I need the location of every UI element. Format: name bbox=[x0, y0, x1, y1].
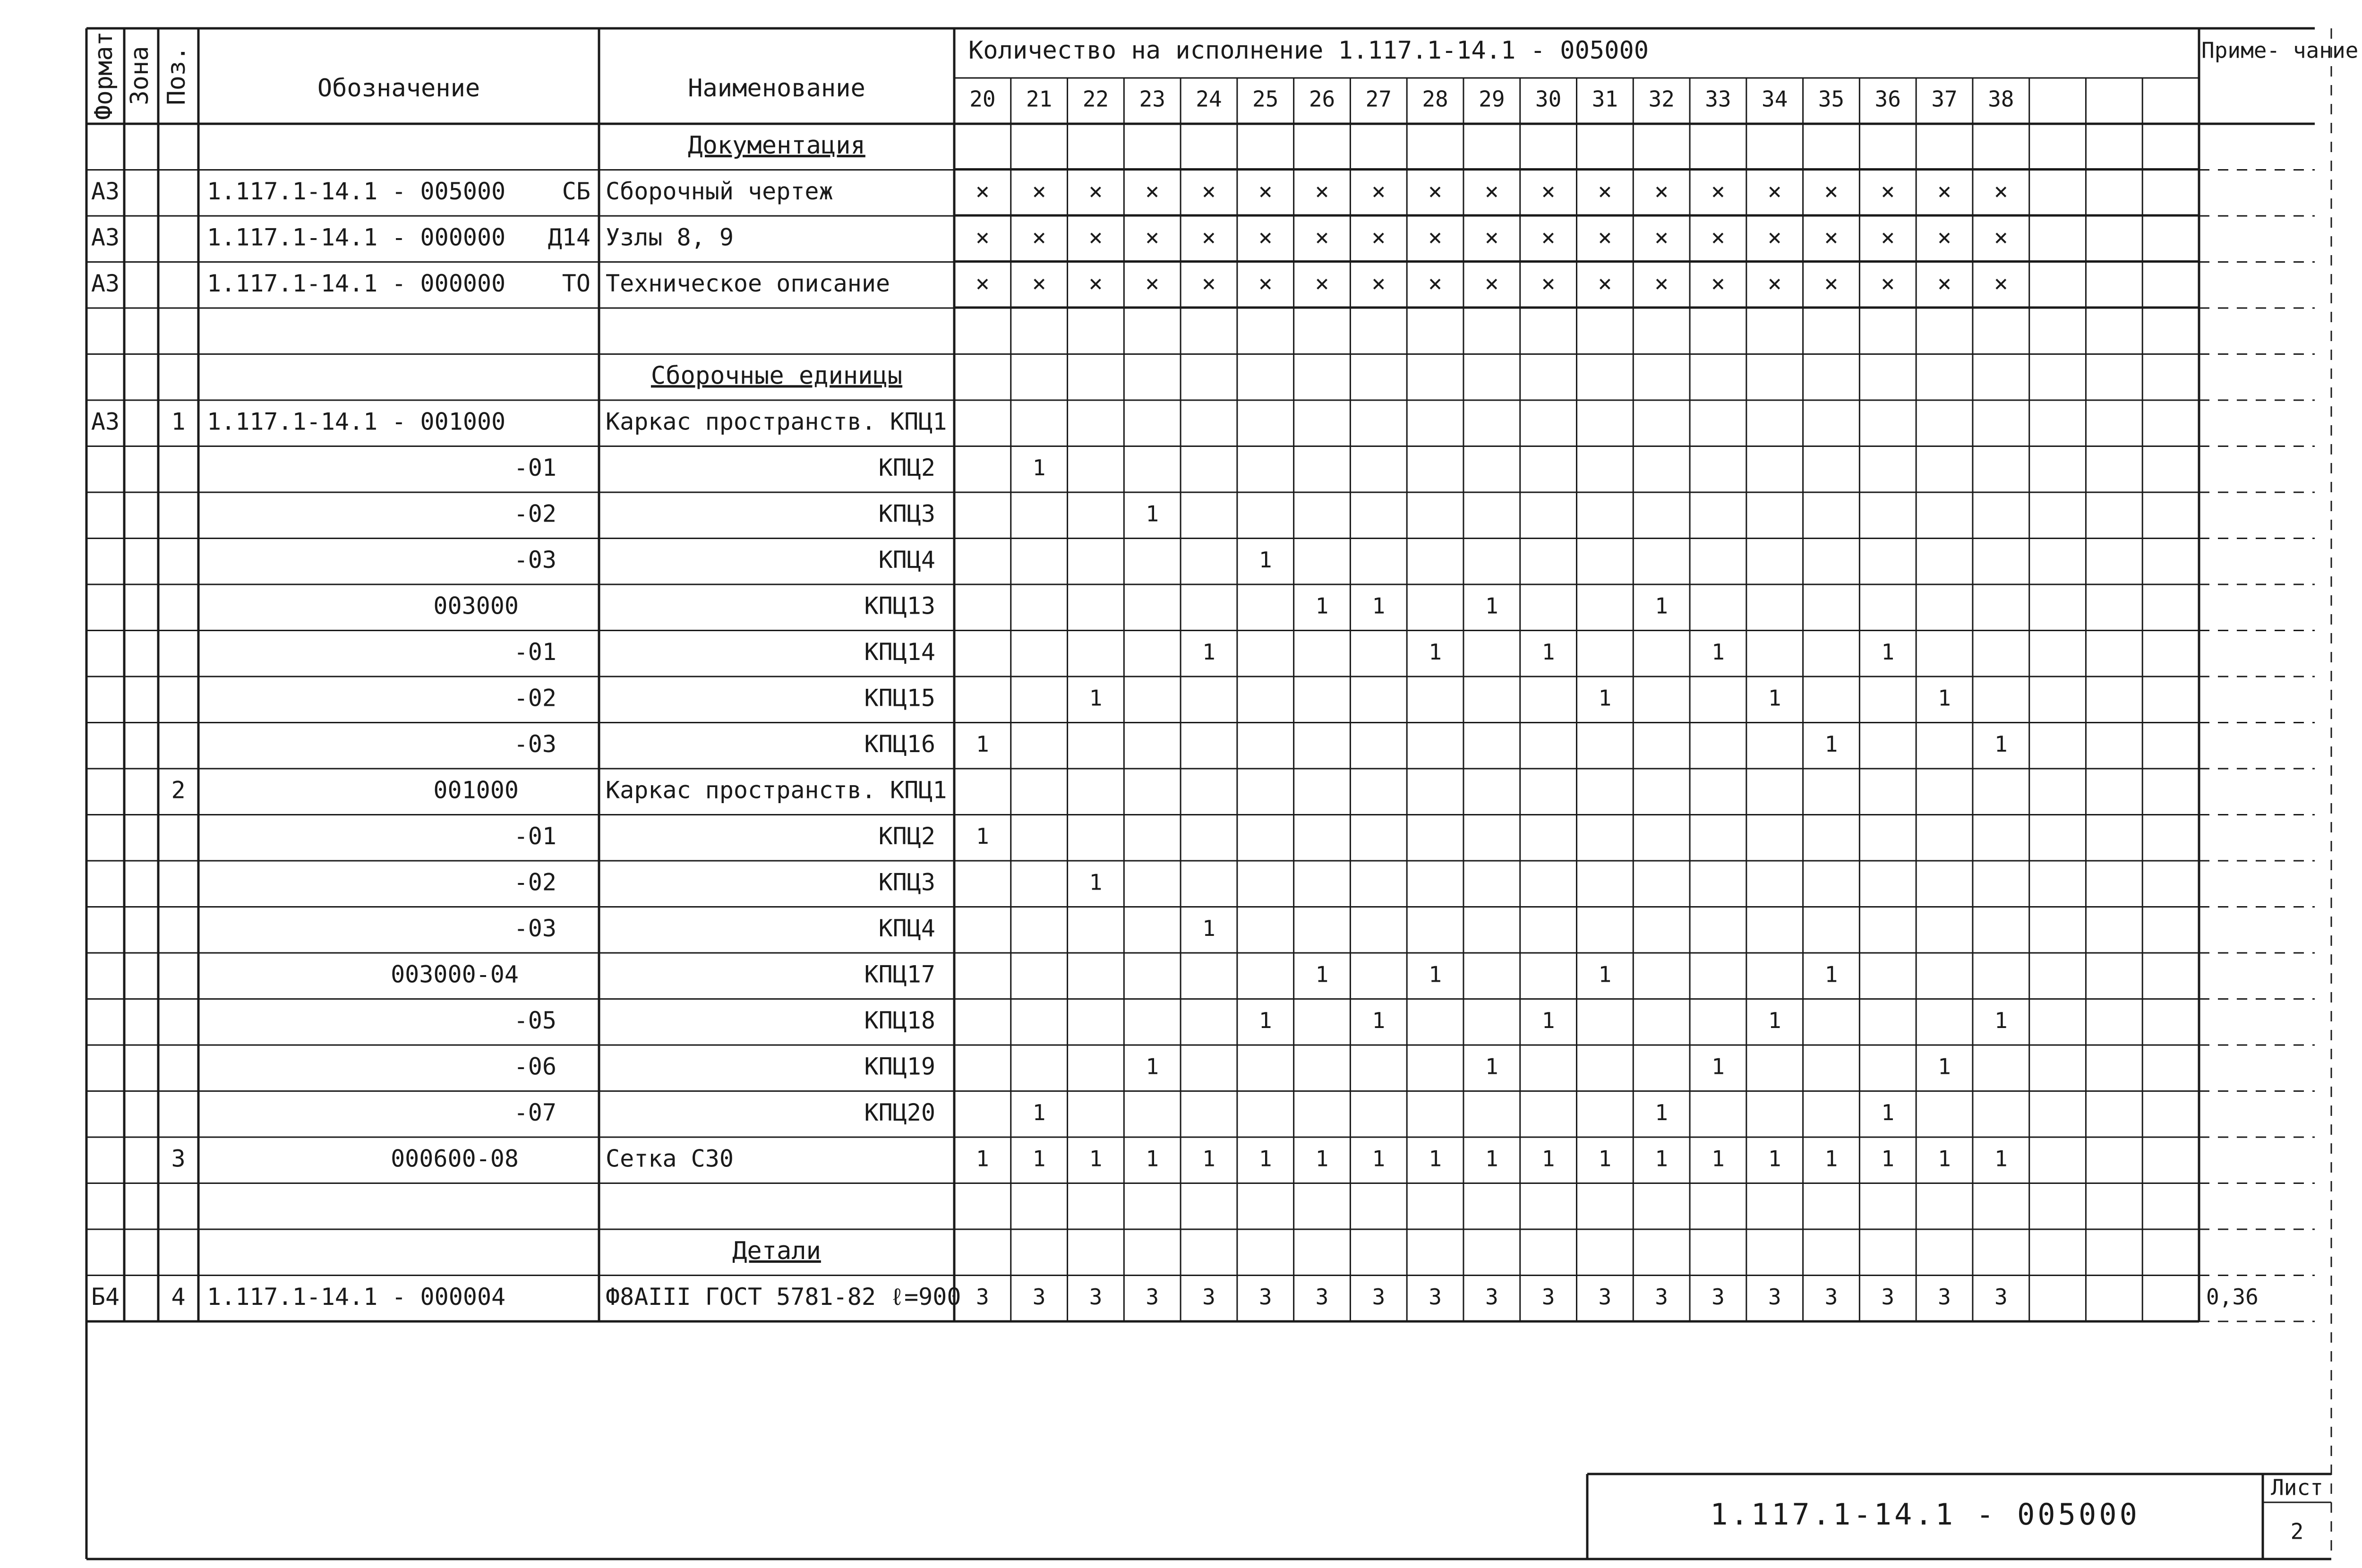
name-cell: КПЦ3 bbox=[878, 500, 935, 528]
variant-number: 29 bbox=[1479, 86, 1505, 112]
quantity-cell: 1 bbox=[1994, 1146, 2008, 1172]
cross-mark: × bbox=[1315, 223, 1329, 251]
cross-mark: × bbox=[1937, 223, 1952, 251]
quantity-cell: 1 bbox=[1315, 593, 1329, 619]
quantity-cell: 3 bbox=[1768, 1284, 1781, 1310]
variant-number: 21 bbox=[1026, 86, 1053, 112]
quantity-cell: 1 bbox=[1712, 1054, 1725, 1080]
cross-mark: × bbox=[1711, 177, 1725, 205]
cross-mark: × bbox=[1937, 177, 1952, 205]
variant-number: 38 bbox=[1988, 86, 2014, 112]
quantity-cell: 1 bbox=[1541, 1007, 1555, 1033]
quantity-cell: 3 bbox=[1541, 1284, 1555, 1310]
cross-mark: × bbox=[1145, 177, 1160, 205]
quantity-cell: 1 bbox=[1089, 685, 1103, 711]
quantity-cell: 1 bbox=[1202, 639, 1215, 665]
variant-number: 25 bbox=[1252, 86, 1279, 112]
cross-mark: × bbox=[1371, 269, 1386, 297]
cross-mark: × bbox=[1767, 177, 1782, 205]
quantity-cell: 1 bbox=[1372, 1146, 1386, 1172]
quantity-cell: 1 bbox=[1938, 1146, 1951, 1172]
cross-mark: × bbox=[1258, 269, 1273, 297]
quantity-cell: 1 bbox=[1429, 961, 1442, 987]
cross-mark: × bbox=[1654, 177, 1669, 205]
stamp-sheet-number: 2 bbox=[2290, 1518, 2304, 1544]
cross-mark: × bbox=[975, 223, 990, 251]
quantity-cell: 3 bbox=[1994, 1284, 2008, 1310]
designation-cell: -07 bbox=[513, 1098, 556, 1126]
cross-mark: × bbox=[1484, 177, 1499, 205]
variant-number: 32 bbox=[1648, 86, 1675, 112]
quantity-cell: 1 bbox=[1032, 1146, 1046, 1172]
cross-mark: × bbox=[1994, 269, 2008, 297]
name-cell: КПЦ2 bbox=[878, 454, 935, 481]
cross-mark: × bbox=[1937, 269, 1952, 297]
variant-number: 26 bbox=[1309, 86, 1335, 112]
cross-mark: × bbox=[975, 177, 990, 205]
header-pos: Поз. bbox=[163, 46, 191, 105]
cross-mark: × bbox=[1824, 223, 1839, 251]
cross-mark: × bbox=[1201, 223, 1216, 251]
quantity-cell: 1 bbox=[1712, 1146, 1725, 1172]
cross-mark: × bbox=[1315, 269, 1329, 297]
quantity-cell: 3 bbox=[1938, 1284, 1951, 1310]
quantity-cell: 1 bbox=[1032, 454, 1046, 480]
quantity-cell: 1 bbox=[1089, 869, 1103, 895]
quantity-cell: 1 bbox=[1598, 685, 1612, 711]
quantity-cell: 3 bbox=[976, 1284, 989, 1310]
cross-mark: × bbox=[1032, 223, 1046, 251]
name-cell: КПЦ3 bbox=[878, 868, 935, 896]
name-cell: КПЦ4 bbox=[878, 914, 935, 942]
variant-number: 28 bbox=[1422, 86, 1448, 112]
quantity-cell: 1 bbox=[1938, 1054, 1951, 1080]
cross-mark: × bbox=[1994, 177, 2008, 205]
quantity-cell: 1 bbox=[1938, 685, 1951, 711]
cross-mark: × bbox=[975, 269, 990, 297]
designation-cell: 1.117.1-14.1 - 001000 bbox=[207, 408, 506, 436]
cross-mark: × bbox=[1598, 223, 1612, 251]
cross-mark: × bbox=[1201, 269, 1216, 297]
designation-cell: 1.117.1-14.1 - 005000 bbox=[207, 177, 506, 205]
quantity-cell: 3 bbox=[1146, 1284, 1159, 1310]
doc-code-cell: ТО bbox=[562, 269, 590, 297]
variant-number: 33 bbox=[1705, 86, 1731, 112]
quantity-cell: 1 bbox=[1824, 1146, 1838, 1172]
stamp-designation: 1.117.1-14.1 - 005000 bbox=[1710, 1497, 2140, 1532]
designation-cell: -01 bbox=[513, 638, 556, 666]
designation-cell: -01 bbox=[513, 822, 556, 850]
quantity-cell: 3 bbox=[1655, 1284, 1669, 1310]
quantity-cell: 1 bbox=[1258, 1007, 1272, 1033]
variant-number: 30 bbox=[1535, 86, 1562, 112]
quantity-cell: 1 bbox=[1315, 1146, 1329, 1172]
designation-cell: -06 bbox=[513, 1053, 556, 1080]
format-cell: А3 bbox=[91, 177, 120, 205]
cross-mark: × bbox=[1371, 177, 1386, 205]
format-cell: А3 bbox=[91, 269, 120, 297]
cross-mark: × bbox=[1654, 269, 1669, 297]
quantity-cell: 3 bbox=[1258, 1284, 1272, 1310]
quantity-cell: 1 bbox=[976, 1146, 989, 1172]
cross-mark: × bbox=[1088, 223, 1103, 251]
cross-mark: × bbox=[1088, 269, 1103, 297]
variant-number: 27 bbox=[1365, 86, 1392, 112]
header-note: Приме- чание bbox=[2201, 37, 2359, 63]
variant-number: 36 bbox=[1874, 86, 1901, 112]
cross-mark: × bbox=[1315, 177, 1329, 205]
name-cell: Сборочный чертеж bbox=[606, 177, 833, 205]
variant-number: 34 bbox=[1762, 86, 1788, 112]
quantity-cell: 1 bbox=[976, 823, 989, 849]
cross-mark: × bbox=[1258, 177, 1273, 205]
quantity-cell: 1 bbox=[1994, 731, 2008, 757]
table-grid bbox=[86, 28, 2331, 1559]
quantity-cell: 1 bbox=[1485, 1146, 1498, 1172]
cross-mark: × bbox=[1032, 177, 1046, 205]
quantity-cell: 3 bbox=[1824, 1284, 1838, 1310]
position-cell: 2 bbox=[171, 776, 186, 804]
name-cell: КПЦ17 bbox=[864, 960, 935, 988]
quantity-cell: 1 bbox=[1146, 1146, 1159, 1172]
cross-mark: × bbox=[1881, 177, 1895, 205]
designation-cell: 003000 bbox=[433, 592, 519, 620]
designation-cell: 1.117.1-14.1 - 000000 bbox=[207, 269, 506, 297]
cross-mark: × bbox=[1654, 223, 1669, 251]
quantity-cell: 3 bbox=[1881, 1284, 1895, 1310]
quantity-cell: 3 bbox=[1315, 1284, 1329, 1310]
quantity-cell: 1 bbox=[1768, 1146, 1781, 1172]
designation-cell: 000600-08 bbox=[391, 1145, 519, 1173]
header-format: Формат bbox=[90, 31, 118, 120]
variant-number: 20 bbox=[969, 86, 996, 112]
quantity-cell: 3 bbox=[1202, 1284, 1215, 1310]
quantity-cell: 1 bbox=[1202, 1146, 1215, 1172]
quantity-cell: 1 bbox=[1258, 1146, 1272, 1172]
cross-mark: × bbox=[1711, 223, 1725, 251]
name-cell: КПЦ19 bbox=[864, 1053, 935, 1080]
cross-mark: × bbox=[1371, 223, 1386, 251]
section-title: Детали bbox=[732, 1236, 821, 1265]
variant-number: 35 bbox=[1818, 86, 1845, 112]
name-cell: Каркас пространств. КПЦ1 bbox=[606, 408, 947, 436]
header-quantity: Количество на исполнение 1.117.1-14.1 - 005000 bbox=[968, 36, 1649, 65]
quantity-cell: 1 bbox=[1598, 961, 1612, 987]
name-cell: Каркас пространств. КПЦ1 bbox=[606, 776, 947, 804]
quantity-cell: 3 bbox=[1485, 1284, 1498, 1310]
cross-mark: × bbox=[1541, 177, 1556, 205]
format-cell: Б4 bbox=[91, 1283, 120, 1311]
quantity-cell: 1 bbox=[1598, 1146, 1612, 1172]
cross-mark: × bbox=[1201, 177, 1216, 205]
quantity-cell: 1 bbox=[1089, 1146, 1103, 1172]
quantity-cell: 1 bbox=[1824, 961, 1838, 987]
cross-mark: × bbox=[1598, 269, 1612, 297]
cross-mark: × bbox=[1824, 269, 1839, 297]
name-cell: КПЦ4 bbox=[878, 546, 935, 574]
cross-mark: × bbox=[1767, 223, 1782, 251]
quantity-cell: 1 bbox=[1485, 1054, 1498, 1080]
name-cell: КПЦ15 bbox=[864, 684, 935, 712]
header-zone: Зона bbox=[126, 46, 154, 105]
designation-cell: -02 bbox=[513, 684, 556, 712]
cross-mark: × bbox=[1541, 269, 1556, 297]
header-designation: Обозначение bbox=[317, 74, 480, 103]
position-cell: 1 bbox=[171, 408, 186, 436]
quantity-cell: 1 bbox=[1315, 961, 1329, 987]
name-cell: КПЦ18 bbox=[864, 1006, 935, 1034]
quantity-cell: 1 bbox=[1768, 685, 1781, 711]
note-cell: 0,36 bbox=[2206, 1284, 2259, 1310]
quantity-cell: 1 bbox=[1146, 1054, 1159, 1080]
quantity-cell: 1 bbox=[1202, 915, 1215, 941]
designation-cell: 001000 bbox=[433, 776, 519, 804]
designation-cell: -03 bbox=[513, 914, 556, 942]
designation-cell: -01 bbox=[513, 454, 556, 481]
cross-mark: × bbox=[1428, 177, 1443, 205]
section-title: Документация bbox=[688, 131, 865, 160]
quantity-cell: 1 bbox=[1541, 639, 1555, 665]
designation-cell: -03 bbox=[513, 730, 556, 758]
quantity-cell: 1 bbox=[1372, 1007, 1386, 1033]
cross-mark: × bbox=[1484, 223, 1499, 251]
format-cell: А3 bbox=[91, 408, 120, 436]
quantity-cell: 1 bbox=[1655, 1146, 1669, 1172]
quantity-cell: 1 bbox=[1881, 1099, 1895, 1125]
cross-mark: × bbox=[1767, 269, 1782, 297]
quantity-cell: 1 bbox=[976, 731, 989, 757]
cross-mark: × bbox=[1711, 269, 1725, 297]
cross-mark: × bbox=[1088, 177, 1103, 205]
name-cell: КПЦ2 bbox=[878, 822, 935, 850]
name-cell: Ф8АIII ГОСТ 5781-82 ℓ=900 bbox=[606, 1283, 961, 1311]
quantity-cell: 1 bbox=[1881, 639, 1895, 665]
position-cell: 3 bbox=[171, 1145, 186, 1173]
designation-cell: 003000-04 bbox=[391, 960, 519, 988]
designation-cell: -02 bbox=[513, 868, 556, 896]
cross-mark: × bbox=[1541, 223, 1556, 251]
quantity-cell: 1 bbox=[1541, 1146, 1555, 1172]
quantity-cell: 1 bbox=[1994, 1007, 2008, 1033]
doc-code-cell: Д14 bbox=[548, 223, 590, 251]
cross-mark: × bbox=[1145, 269, 1160, 297]
name-cell: КПЦ20 bbox=[864, 1098, 935, 1126]
name-cell: КПЦ13 bbox=[864, 592, 935, 620]
table-content bbox=[90, 31, 2358, 1544]
quantity-cell: 1 bbox=[1429, 639, 1442, 665]
cross-mark: × bbox=[1428, 223, 1443, 251]
cross-mark: × bbox=[1428, 269, 1443, 297]
quantity-cell: 1 bbox=[1032, 1099, 1046, 1125]
name-cell: КПЦ16 bbox=[864, 730, 935, 758]
quantity-cell: 3 bbox=[1429, 1284, 1442, 1310]
quantity-cell: 3 bbox=[1089, 1284, 1103, 1310]
designation-cell: -02 bbox=[513, 500, 556, 528]
name-cell: КПЦ14 bbox=[864, 638, 935, 666]
name-cell: Техническое описание bbox=[606, 269, 890, 297]
variant-number: 31 bbox=[1592, 86, 1618, 112]
designation-cell: -05 bbox=[513, 1006, 556, 1034]
cross-mark: × bbox=[1824, 177, 1839, 205]
quantity-cell: 3 bbox=[1712, 1284, 1725, 1310]
quantity-cell: 3 bbox=[1032, 1284, 1046, 1310]
doc-code-cell: СБ bbox=[562, 177, 590, 205]
variant-number: 24 bbox=[1196, 86, 1222, 112]
section-title: Сборочные единицы bbox=[650, 361, 903, 390]
quantity-cell: 1 bbox=[1881, 1146, 1895, 1172]
quantity-cell: 1 bbox=[1429, 1146, 1442, 1172]
cross-mark: × bbox=[1598, 177, 1612, 205]
quantity-cell: 1 bbox=[1712, 639, 1725, 665]
quantity-cell: 1 bbox=[1655, 593, 1669, 619]
name-cell: Сетка С30 bbox=[606, 1145, 734, 1173]
designation-cell: -03 bbox=[513, 546, 556, 574]
cross-mark: × bbox=[1032, 269, 1046, 297]
quantity-cell: 1 bbox=[1372, 593, 1386, 619]
quantity-cell: 1 bbox=[1258, 547, 1272, 573]
quantity-cell: 1 bbox=[1768, 1007, 1781, 1033]
quantity-cell: 1 bbox=[1655, 1099, 1669, 1125]
stamp-sheet-label: Лист bbox=[2271, 1474, 2323, 1500]
cross-mark: × bbox=[1881, 223, 1895, 251]
variant-number: 23 bbox=[1139, 86, 1165, 112]
position-cell: 4 bbox=[171, 1283, 186, 1311]
name-cell: Узлы 8, 9 bbox=[606, 223, 734, 251]
variant-number: 22 bbox=[1082, 86, 1109, 112]
cross-mark: × bbox=[1994, 223, 2008, 251]
header-name: Наименование bbox=[688, 74, 865, 103]
designation-cell: 1.117.1-14.1 - 000004 bbox=[207, 1283, 506, 1311]
cross-mark: × bbox=[1484, 269, 1499, 297]
cross-mark: × bbox=[1145, 223, 1160, 251]
cross-mark: × bbox=[1258, 223, 1273, 251]
quantity-cell: 1 bbox=[1146, 501, 1159, 527]
quantity-cell: 3 bbox=[1372, 1284, 1386, 1310]
format-cell: А3 bbox=[91, 223, 120, 251]
quantity-cell: 3 bbox=[1598, 1284, 1612, 1310]
designation-cell: 1.117.1-14.1 - 000000 bbox=[207, 223, 506, 251]
variant-number: 37 bbox=[1931, 86, 1958, 112]
cross-mark: × bbox=[1881, 269, 1895, 297]
quantity-cell: 1 bbox=[1485, 593, 1498, 619]
quantity-cell: 1 bbox=[1824, 731, 1838, 757]
